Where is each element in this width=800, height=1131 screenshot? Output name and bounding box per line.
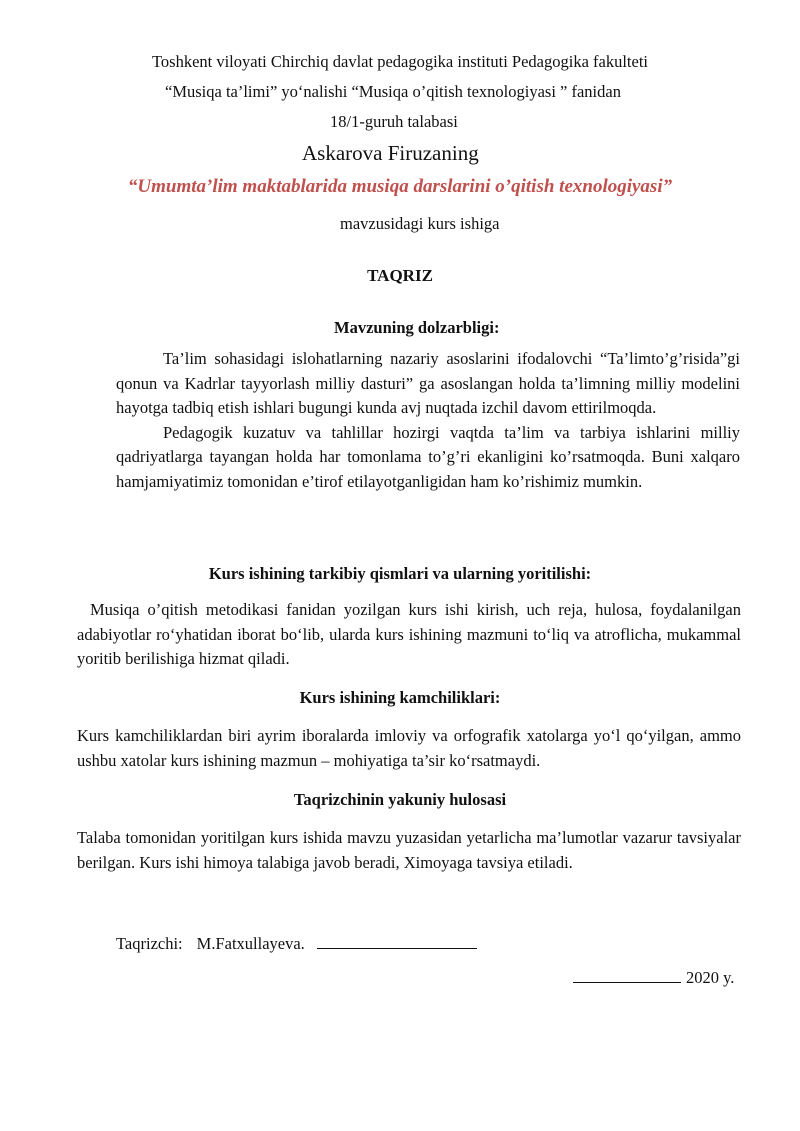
reviewer-name: M.Fatxullayeva. [196, 934, 305, 953]
signature-label: Taqrizchi: [116, 934, 183, 953]
section-body-conclusion [77, 826, 741, 875]
group-line: 18/1-guruh talabasi [330, 112, 458, 131]
document-title: TAQRIZ [367, 266, 433, 285]
section-heading-conclusion: Taqrizchinin yakuniy hulosasi [293, 790, 507, 809]
paragraph: Musiqa o’qitish metodikasi fanidan yozilgan kurs ishi kirish, uch reja, hulosa, foydalanilgan adabiyotlar ro‘yhatidan iborat bo‘lib, ularda kurs ishining mazmuni to‘liq va atroflicha, mukammal yoritib berilishiga hizmat qiladi. [77, 600, 741, 668]
date-year: 2020 y. [686, 968, 735, 987]
paragraph: Talaba tomonidan yoritilgan kurs ishida mavzu yuzasidan yetarlicha ma’lumotlar vazarur tavsiyalar berilgan. Kurs ishi himoya talabiga javob beradi, Ximoyaga tavsiya etiladi. [77, 828, 741, 872]
section-body-relevance [116, 347, 740, 494]
paragraph: Pedagogik kuzatuv va tahlillar hozirgi vaqtda ta’lim va tarbiya ishlarini milliy qadriyatlarga tayangan holda har tomonlama to’g’ri ekanligini ko’rsatmoqda. Buni xalqaro hamjamiyatimiz tomonidan e’tirof etilayotganligidan ham ko’rishimiz mumkin. [116, 422, 740, 491]
section-body-structure [77, 598, 741, 672]
paragraph: Ta’lim sohasidagi islohatlarning nazariy asoslarini ifodalovchi “Ta’limto’g’risida”gi qonun va Kadrlar tayyorlash milliy dasturi” ga asoslangan holda ta’limning milliy modelini hayotga tadbiq etish ishlari bugungi kunda avj nuqtada izchil davom ettirilmoqda. [116, 349, 740, 417]
date-blank [573, 982, 681, 983]
section-heading-shortcomings: Kurs ishining kamchiliklari: [299, 688, 501, 707]
section-heading-structure: Kurs ishining tarkibiy qismlari va ularning yoritilishi: [208, 564, 592, 583]
topic-suffix: mavzusidagi kurs ishiga [340, 214, 500, 233]
signature-line [116, 934, 477, 954]
signature-blank [317, 948, 477, 949]
paragraph: Kurs kamchiliklardan biri ayrim iboralarda imloviy va orfografik xatolarga yo‘l qo‘yilgan, ammo ushbu xatolar kurs ishining mazmun – mohiyatiga ta’sir ko‘rsatmaydi. [77, 726, 741, 770]
section-body-shortcomings [77, 724, 741, 773]
institution-line: Toshkent viloyati Chirchiq davlat pedagogika instituti Pedagogika fakulteti [151, 52, 649, 71]
student-name: Askarova Firuzaning [302, 141, 479, 165]
date-line [573, 968, 734, 988]
course-topic: “Umumta’lim maktablarida musiqa darslarini o’qitish texnologiyasi” [127, 176, 673, 197]
section-heading-relevance: Mavzuning dolzarbligi: [334, 318, 500, 337]
program-line: “Musiqa ta’limi” yo‘nalishi “Musiqa o’qitish texnologiyasi ” fanidan [165, 82, 621, 101]
